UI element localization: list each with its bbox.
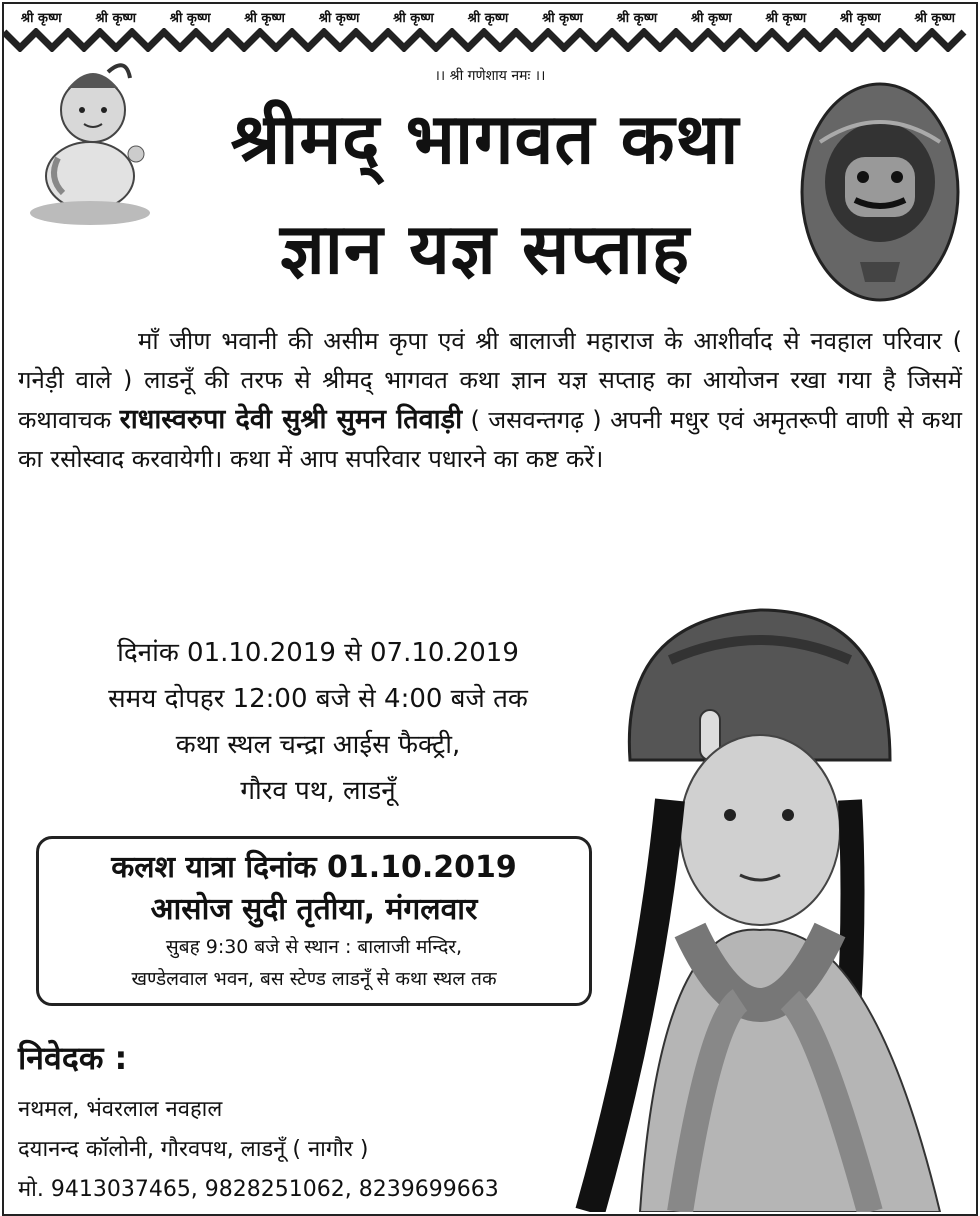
intro-text: माँ जीण भवानी की असीम कृपा एवं श्री बालाजी महाराज के आशीर्वाद से नवहाल परिवार ( गनेड़ी वाले ) लाडनूँ की तरफ से श्रीमद् भागवत कथा ज्ञान यज्ञ सप्ताह का आयोजन रखा गया है जिसमें कथावाचक: [18, 327, 962, 434]
intro-text-2: ( जसवन्तगढ़ ) अपनी मधुर एवं अमृतरूपी वाणी से कथा का रसोस्वाद करवायेगी। कथा में आप सपरिवार पधारने का कष्ट करें।: [18, 406, 962, 473]
speaker-name: राधास्वरुपा देवी सुश्री सुमन तिवाड़ी: [119, 404, 463, 435]
chant-text: श्री कृष्ण: [393, 11, 434, 26]
contact-block: [18, 1090, 499, 1210]
zigzag-border: [4, 28, 972, 52]
event-date: दिनांक 01.10.2019 से 07.10.2019: [117, 638, 519, 668]
phone-numbers: मो. 9413037465, 9828251062, 8239699663: [18, 1177, 499, 1202]
organiser-address: दयानन्द कॉलोनी, गौरवपथ, लाडनूँ ( नागौर ): [18, 1137, 369, 1162]
mantra: ।। श्री गणेशाय नमः ।।: [434, 68, 546, 84]
chant-text: श्री कृष्ण: [318, 11, 360, 26]
chant-text: श्री कृष्ण: [467, 11, 509, 26]
chant-text: श्री कृष्ण: [244, 11, 285, 26]
chant-text: श्री कृष्ण: [616, 11, 658, 26]
kalash-route: खण्डेलवाल भवन, बस स्टेण्ड लाडनूँ से कथा स्थल तक: [131, 968, 497, 990]
event-time: समय दोपहर 12:00 बजे से 4:00 बजे तक: [108, 684, 528, 714]
title-line-2: ज्ञान यज्ञ सप्ताह: [279, 208, 691, 290]
kalash-yatra-box: [36, 836, 592, 1006]
chant-text: श्री कृष्ण: [914, 11, 955, 26]
chant-text: श्री कृष्ण: [839, 11, 881, 26]
event-venue-2: गौरव पथ, लाडनूँ: [240, 776, 396, 806]
chant-text: श्री कृष्ण: [95, 11, 137, 26]
chant-text: श्री कृष्ण: [20, 11, 62, 26]
kalash-date: कलश यात्रा दिनांक 01.10.2019: [111, 850, 517, 885]
nivedak-label: निवेदक :: [18, 1039, 128, 1077]
kalash-day: आसोज सुदी तृतीया, मंगलवार: [150, 892, 478, 927]
balaji-image: [800, 82, 960, 302]
chant-text: श्री कृष्ण: [690, 11, 732, 26]
chant-text: श्री कृष्ण: [765, 11, 807, 26]
chant-bar: [4, 4, 972, 30]
event-details: [18, 630, 618, 814]
speaker-photo: [560, 600, 980, 1212]
event-venue: कथा स्थल चन्द्रा आईस फैक्ट्री,: [175, 730, 461, 760]
organiser-names: नथमल, भंवरलाल नवहाल: [18, 1097, 223, 1122]
intro-paragraph: [18, 322, 962, 479]
chant-text: श्री कृष्ण: [169, 11, 211, 26]
kalash-time-place: सुबह 9:30 बजे से स्थान : बालाजी मन्दिर,: [165, 936, 463, 958]
chant-text: श्री कृष्ण: [542, 11, 583, 26]
title-line-1: श्रीमद् भागवत कथा: [230, 98, 740, 180]
